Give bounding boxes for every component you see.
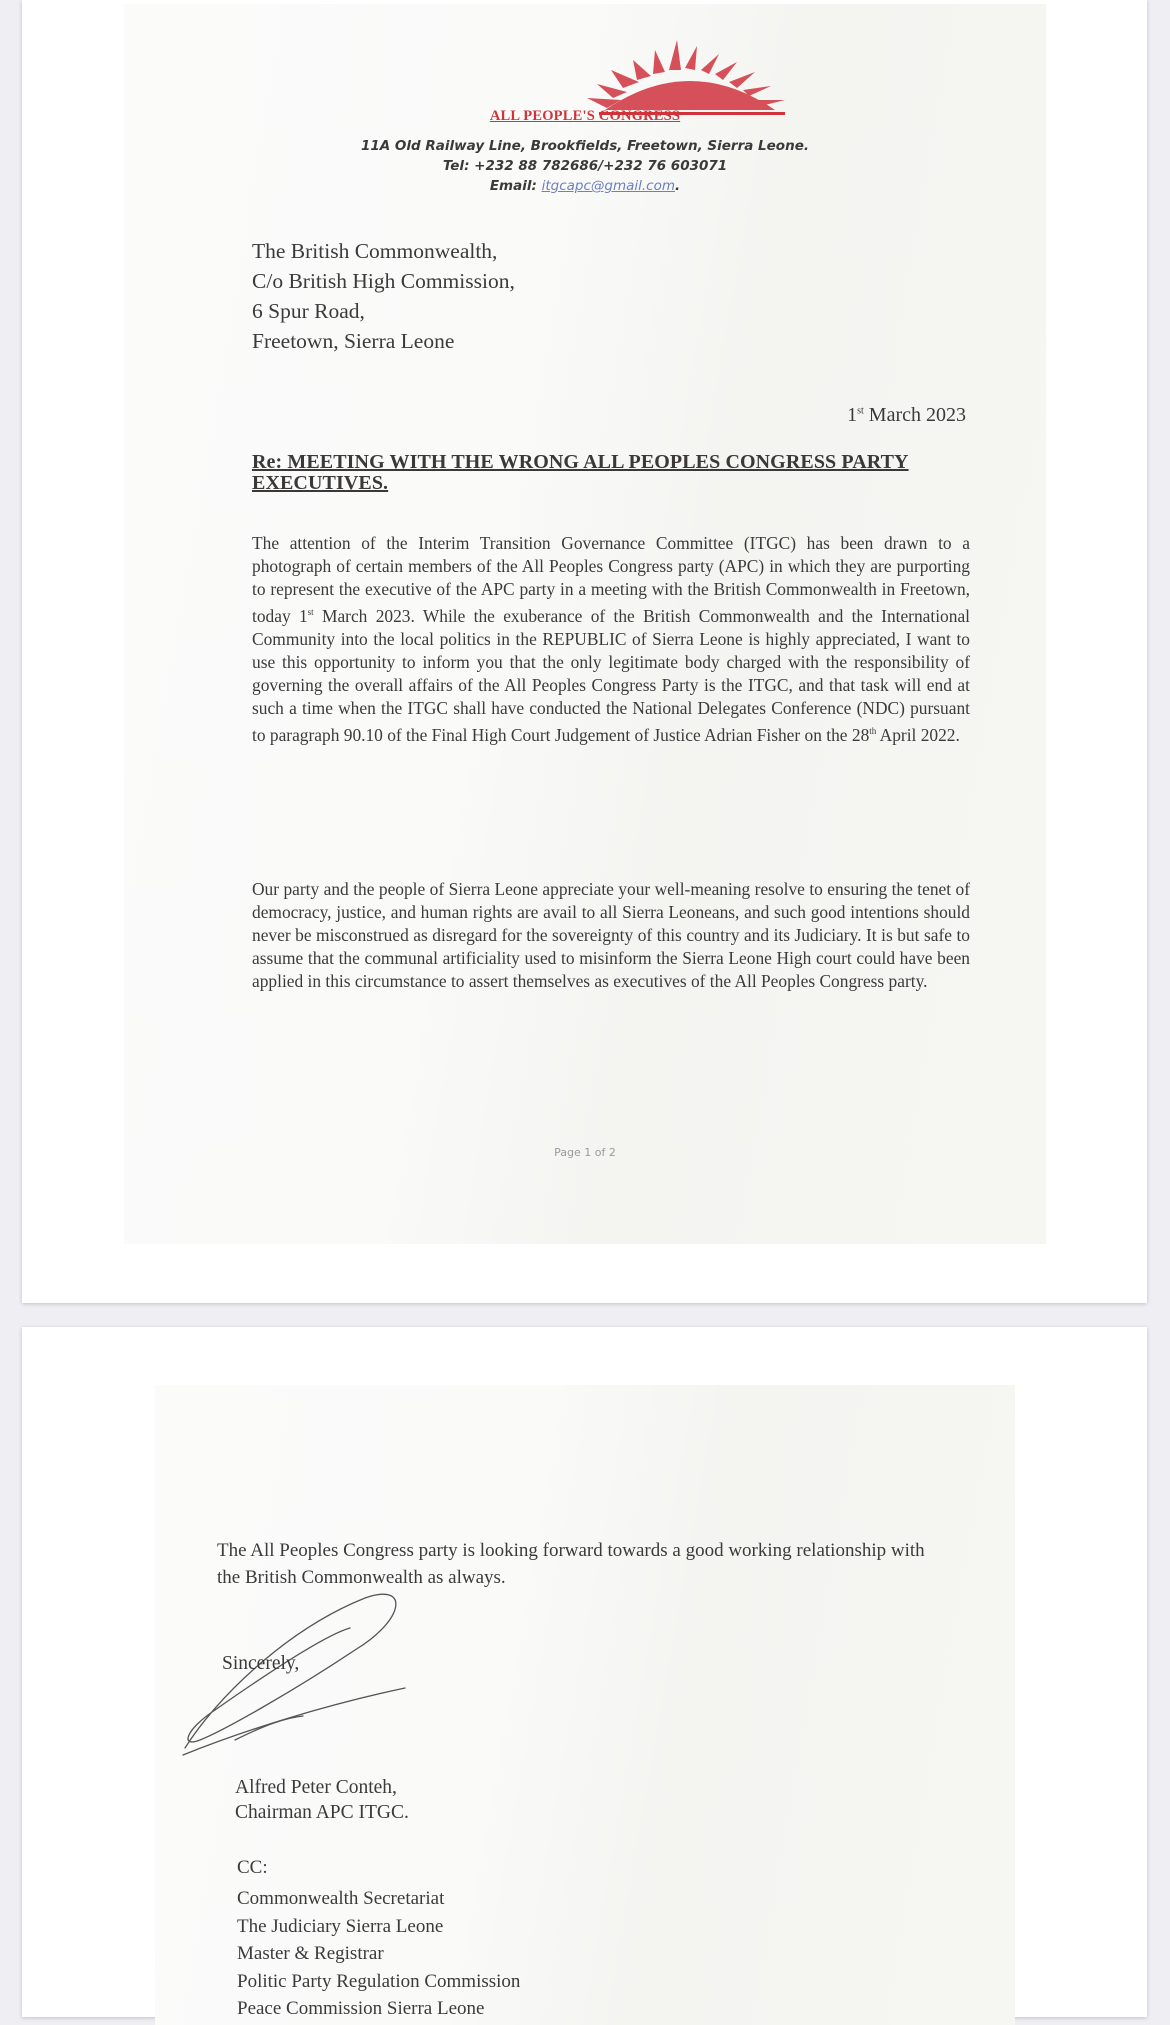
email-label: Email:: [489, 178, 542, 194]
closing-salutation: Sincerely,: [222, 1653, 300, 1674]
scanned-letter-page-1: [124, 4, 1046, 1244]
handwritten-signature-icon: [175, 1590, 435, 1765]
recipient-line: Freetown, Sierra Leone: [252, 329, 455, 353]
para1-text-b: March 2023. While the exuberance of the British Commonwealth and the International Community into the local politics in the REPUBLIC of Sierra Leone is highly appreciated, I want to use this opportunity to inform you that the only legitimate body charged with the responsibility of governing the overall affairs of the All Peoples Congress Party is the ITGC, and that task will end at such a time when the ITGC shall have conducted the National Delegates Conference (NDC) pursuant to paragraph 90.10 of the Final High Court Judgement of Justice Adrian Fisher on the 28: [252, 605, 970, 745]
para1-ordinal-1: st: [307, 607, 314, 617]
org-address: 11A Old Railway Line, Brookfields, Freetown, Sierra Leone.: [361, 138, 809, 154]
letter-date: [847, 404, 966, 427]
signer-title: Chairman APC ITGC.: [235, 1802, 409, 1823]
scanned-letter-page-2: [155, 1385, 1015, 2025]
para1-text-a: The attention of the Interim Transition Governance Committee (ITGC) has been drawn to a photograph of certain members of the All Peoples Congress party (APC) in which they are purporting to represent the executive of the APC party in a meeting with the British Commonwealth in Freetown, today 1: [252, 533, 970, 626]
recipient-line: The British Commonwealth,: [252, 239, 498, 263]
date-rest: March 2023: [863, 404, 966, 426]
org-name: ALL PEOPLE'S CONGRESS: [489, 108, 681, 124]
signer-name: Alfred Peter Conteh,: [235, 1777, 397, 1798]
para1-ordinal-2: th: [869, 725, 877, 736]
recipient-line: C/o British High Commission,: [252, 269, 515, 293]
email-suffix: .: [675, 178, 681, 194]
cc-label: CC:: [237, 1857, 268, 1878]
subject-line: Re: MEETING WITH THE WRONG ALL PEOPLES CONGRESS PARTY EXECUTIVES.: [252, 451, 909, 494]
document-page-1: [22, 0, 1147, 1303]
cc-recipient: The Judiciary Sierra Leone: [237, 1915, 444, 1937]
cc-recipient: Politic Party Regulation Commission: [237, 1970, 521, 1992]
para1-text-c: April 2022.: [876, 724, 960, 745]
closing-paragraph: The All Peoples Congress party is looking forward towards a good working relationship with the British Commonwealth as always.: [217, 1540, 925, 1588]
recipient-line: 6 Spur Road,: [252, 299, 365, 323]
signer-block: [235, 1775, 409, 1825]
body-paragraph-1: [252, 532, 970, 747]
date-ordinal: st: [857, 405, 864, 417]
cc-recipient: Commonwealth Secretariat: [237, 1888, 445, 1909]
email-link[interactable]: itgcapc@gmail.com: [541, 178, 676, 194]
page-number-footer: Page 1 of 2: [554, 1146, 616, 1159]
body-paragraph-2: Our party and the people of Sierra Leone appreciate your well-meaning resolve to ensuring the tenet of democracy, justice, and human rights are avail to all Sierra Leoneans, and such good intentions should never be misconstrued as disregard for the sovereignty of this country and its Judiciary. It is but safe to assume that the communal artificiality used to misinform the Sierra Leone High court could have been applied in this circumstance to assert themselves as executives of the All Peoples Congress party.: [252, 879, 970, 991]
org-email-line: [124, 178, 1046, 194]
date-day: 1: [847, 404, 858, 426]
cc-recipient: Master & Registrar: [237, 1943, 384, 1964]
org-telephone: Tel: +232 88 782686/+232 76 603071: [442, 158, 728, 174]
cc-recipient: Peace Commission Sierra Leone: [237, 1998, 485, 2019]
recipient-address: [252, 236, 515, 356]
document-page-2: [22, 1327, 1147, 2017]
